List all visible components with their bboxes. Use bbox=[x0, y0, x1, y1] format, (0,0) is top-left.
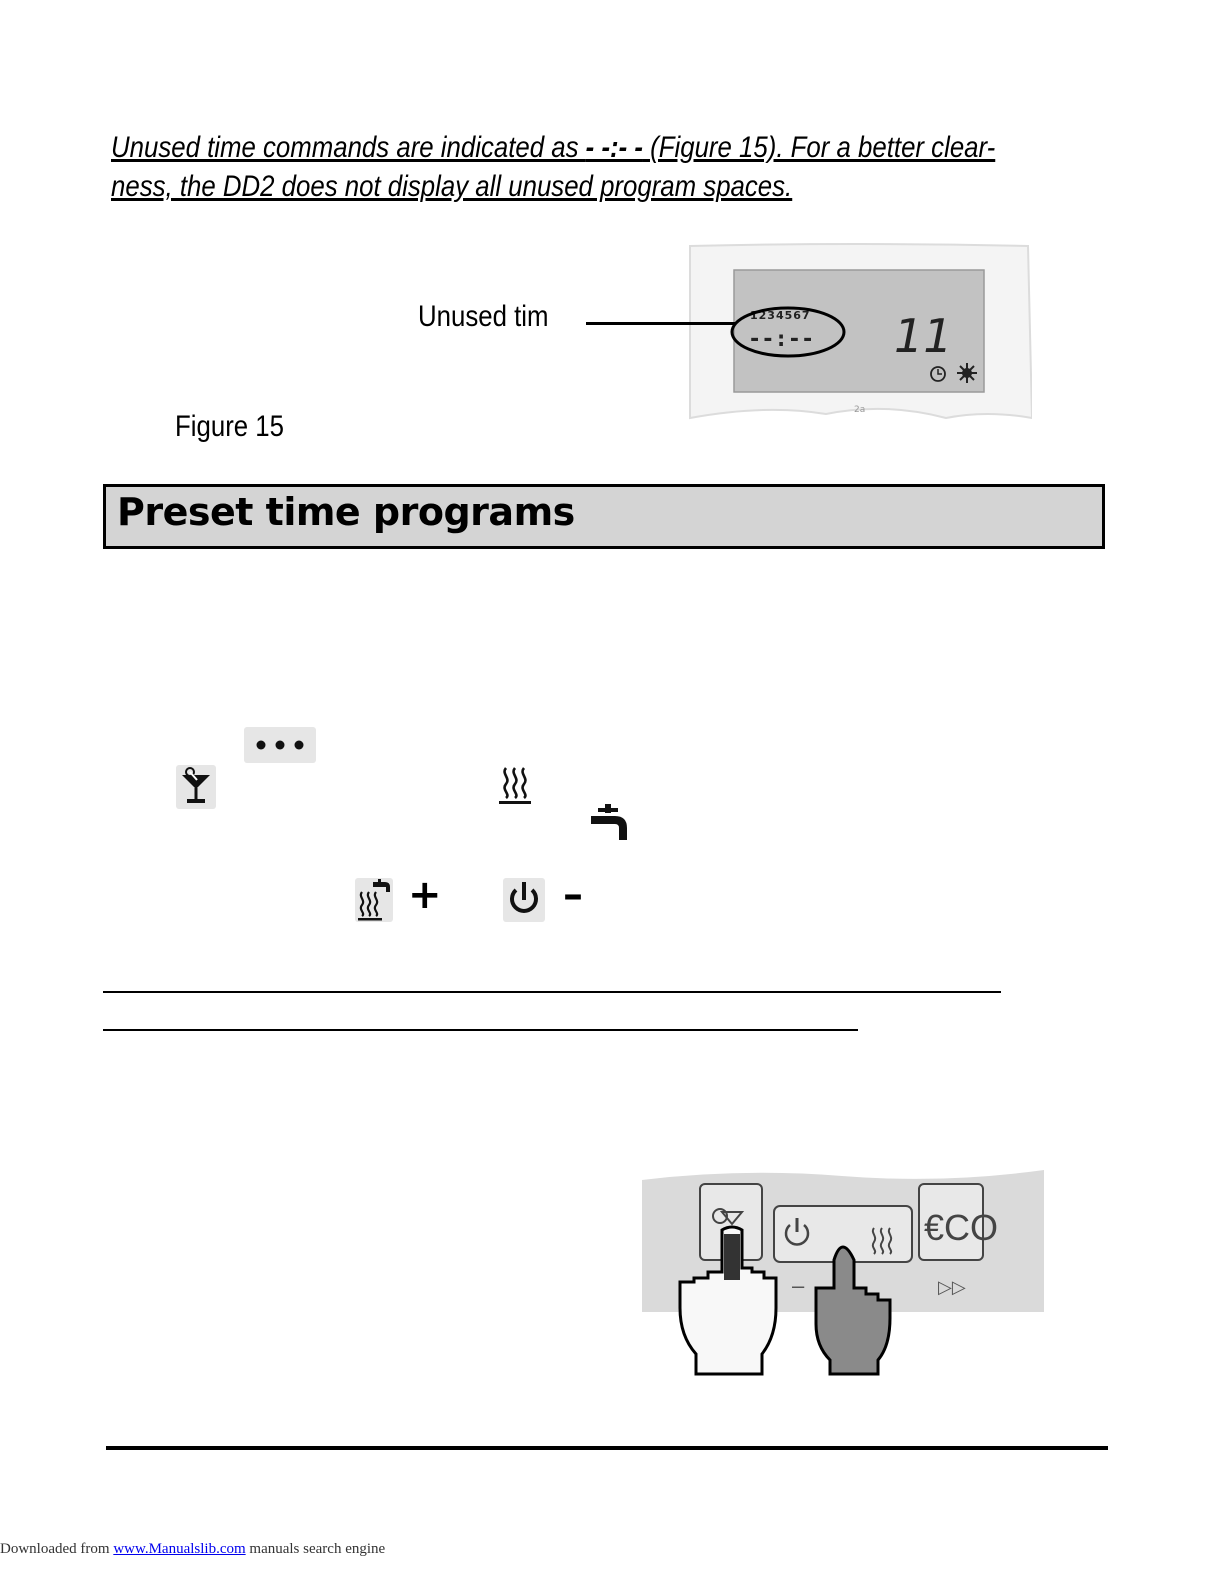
power-icon bbox=[503, 878, 545, 922]
footer: Downloaded from www.Manualslib.com manuals search engine bbox=[0, 1541, 386, 1557]
lcd-days: 1234567 bbox=[750, 309, 811, 322]
heating-icon bbox=[497, 764, 533, 806]
keypad-figure bbox=[642, 1168, 1044, 1378]
intro-line-1: Unused time commands are indicated as - -:- - (Figure 15). For a better clear- bbox=[111, 131, 996, 164]
tap-icon bbox=[589, 804, 633, 844]
lcd-display-figure bbox=[686, 242, 1032, 422]
sun-icon bbox=[957, 363, 977, 383]
section-title: Preset time programs bbox=[117, 490, 575, 534]
panel-mark: 2a bbox=[854, 405, 866, 415]
fast-forward-label: ▷▷ bbox=[938, 1277, 966, 1298]
rule-line-2 bbox=[103, 1029, 858, 1031]
plus-key: + bbox=[408, 872, 442, 918]
minus-key: – bbox=[563, 872, 583, 918]
callout-line bbox=[586, 322, 736, 325]
lcd-time: --:-- bbox=[748, 327, 815, 352]
cocktail-icon bbox=[176, 765, 216, 809]
lcd-digits: 11 bbox=[894, 309, 953, 363]
menu-dots-icon bbox=[244, 727, 316, 763]
callout-label: Unused tim bbox=[418, 300, 549, 333]
eco-label: €CO bbox=[924, 1207, 999, 1248]
figure-15-caption: Figure 15 bbox=[175, 410, 285, 443]
intro-paragraph bbox=[111, 128, 996, 206]
hot-water-icon bbox=[355, 878, 393, 922]
minus-label: – bbox=[792, 1273, 805, 1298]
bottom-rule bbox=[106, 1446, 1108, 1450]
unused-time-symbol: - -:- - bbox=[585, 131, 643, 164]
rule-line-1 bbox=[103, 991, 1001, 993]
intro-line-2: ness, the DD2 does not display all unused program spaces. bbox=[111, 170, 793, 203]
manualslib-link[interactable]: www.Manualslib.com bbox=[113, 1541, 246, 1557]
